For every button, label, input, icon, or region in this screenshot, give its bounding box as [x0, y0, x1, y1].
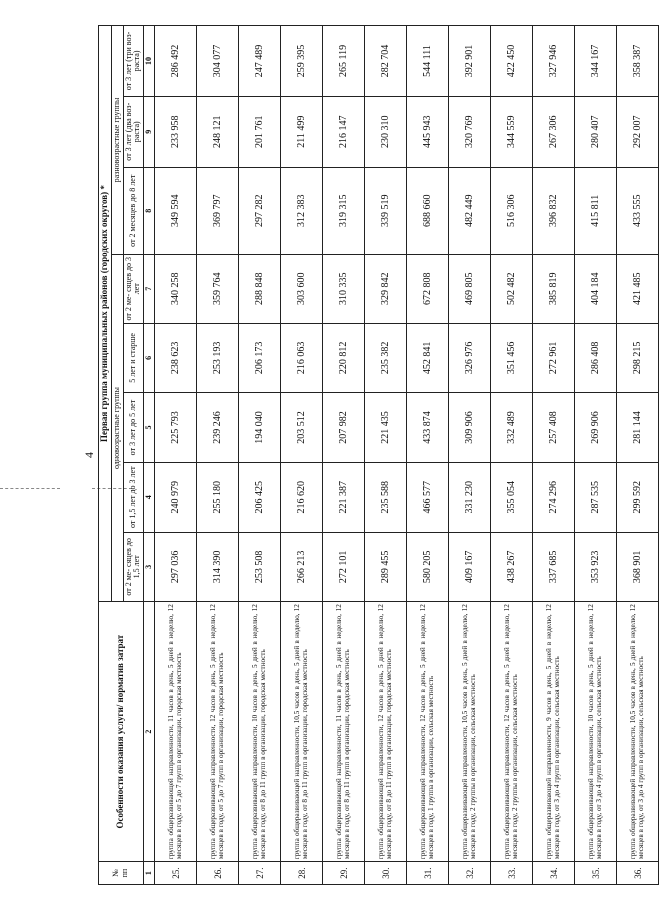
cost-value: 353 923: [575, 532, 617, 602]
row-description: группа общеразвивающей направленности, 10,5 часов в день, 5 дней в неделю, 12 месяцев в году, от 8 до 11 групп в организации, городская местность: [281, 602, 323, 862]
cost-value: 216 063: [281, 323, 323, 393]
cost-value: 415 811: [575, 167, 617, 254]
cost-value: 220 812: [323, 323, 365, 393]
row-number: 30.: [365, 862, 407, 885]
table-row: [323, 26, 365, 885]
cost-value: 337 685: [533, 532, 575, 602]
row-description: группа общеразвивающей направленности, 11 часов в день, 5 дней в неделю, 12 месяцев в году, от 5 до 7 групп в организации, городская местность: [155, 602, 197, 862]
cost-value: 469 805: [449, 254, 491, 323]
cost-value: 369 797: [197, 167, 239, 254]
row-description: группа общеразвивающей направленности, 12 часов в день, 5 дней в неделю, 12 месяцев в году, 1 группа в организации, сельская местность: [407, 602, 449, 862]
row-description: группа общеразвивающей направленности, 10,5 часов в день, 5 дней в неделю, 12 месяцев в году, от 3 до 4 групп в организации, сельская местность: [617, 602, 659, 862]
header-col: 5 лет и старше: [123, 323, 144, 393]
row-description: группа общеразвивающей направленности, 12 часов в день, 5 дней в неделю, 12 месяцев в году, от 8 до 11 групп в организации, городская местность: [365, 602, 407, 862]
cost-value: 292 007: [617, 96, 659, 167]
cost-value: 688 660: [407, 167, 449, 254]
cost-value: 344 167: [575, 26, 617, 97]
cost-value: 253 193: [197, 323, 239, 393]
table-body: [155, 26, 659, 885]
cost-value: 286 408: [575, 323, 617, 393]
cost-value: 359 764: [197, 254, 239, 323]
cost-value: 304 077: [197, 26, 239, 97]
cost-value: 452 841: [407, 323, 449, 393]
cost-value: 297 282: [239, 167, 281, 254]
row-number: 35.: [575, 862, 617, 885]
cost-value: 438 267: [491, 532, 533, 602]
cost-value: 221 387: [323, 462, 365, 532]
cost-value: 225 793: [155, 393, 197, 463]
cost-value: 421 485: [617, 254, 659, 323]
cost-value: 433 555: [617, 167, 659, 254]
cost-value: 409 167: [449, 532, 491, 602]
row-number: 27.: [239, 862, 281, 885]
rotated-page: [80, 25, 645, 885]
cost-value: 385 819: [533, 254, 575, 323]
row-number: 26.: [197, 862, 239, 885]
col-number: 5: [144, 393, 155, 463]
col-number: 4: [144, 462, 155, 532]
cost-value: 312 383: [281, 167, 323, 254]
header-col: от 2 ме- сяцев до 3 лет: [123, 254, 144, 323]
row-number: 31.: [407, 862, 449, 885]
cost-value: 201 761: [239, 96, 281, 167]
cost-value: 253 508: [239, 532, 281, 602]
table-row: [197, 26, 239, 885]
cost-value: 516 306: [491, 167, 533, 254]
col-number: 9: [144, 96, 155, 167]
cost-value: 326 976: [449, 323, 491, 393]
cost-value: 309 906: [449, 393, 491, 463]
cost-value: 267 306: [533, 96, 575, 167]
cost-value: 257 408: [533, 393, 575, 463]
cost-value: 445 943: [407, 96, 449, 167]
row-description: группа общеразвивающей направленности, 12 часов в день, 5 дней в неделю, 12 месяцев в году, от 5 до 7 групп в организации, городская местность: [197, 602, 239, 862]
cost-value: 203 512: [281, 393, 323, 463]
row-number: 28.: [281, 862, 323, 885]
cut-line-mark: [0, 488, 60, 489]
col-number: 2: [144, 602, 155, 862]
col-number: 1: [144, 862, 155, 885]
header-col: от 3 лет (два воз- раста): [123, 96, 144, 167]
cost-value: 248 121: [197, 96, 239, 167]
table-row: [533, 26, 575, 885]
header-same-age: одновозрастные группы: [111, 254, 123, 601]
header-service: Особенности оказания услуги/ норматив затрат: [99, 602, 144, 862]
cost-value: 255 180: [197, 462, 239, 532]
cost-value: 303 600: [281, 254, 323, 323]
cost-value: 230 310: [365, 96, 407, 167]
cost-value: 355 054: [491, 462, 533, 532]
cost-value: 339 519: [365, 167, 407, 254]
cost-value: 466 577: [407, 462, 449, 532]
table-row: [155, 26, 197, 885]
table-row: [239, 26, 281, 885]
page-number: 4: [82, 452, 96, 458]
row-description: группа общеразвивающей направленности, 9 часов в день, 5 дней в неделю, 12 месяцев в году, от 3 до 4 групп в организации, сельская местность: [533, 602, 575, 862]
cost-value: 433 874: [407, 393, 449, 463]
cost-value: 310 335: [323, 254, 365, 323]
header-group-title: Первая группа муниципальных районов (городских округов) *: [99, 26, 112, 602]
row-description: группа общеразвивающей направленности, 10,5 часов в день, 5 дней в неделю, 12 месяцев в году, 2 группы в организации, сельская местность: [449, 602, 491, 862]
table-row: [407, 26, 449, 885]
header-col: от 2 ме- сяцев до 1,5 лет: [123, 532, 144, 602]
row-description: группа общеразвивающей направленности, 12 часов в день, 5 дней в неделю, 12 месяцев в году, 2 группы в организации, сельская местность: [491, 602, 533, 862]
col-number: 10: [144, 26, 155, 97]
cost-value: 368 901: [617, 532, 659, 602]
cost-value: 233 958: [155, 96, 197, 167]
cost-value: 404 184: [575, 254, 617, 323]
row-number: 32.: [449, 862, 491, 885]
table-row: [365, 26, 407, 885]
cost-value: 544 111: [407, 26, 449, 97]
cost-value: 320 769: [449, 96, 491, 167]
header-pp: № пп: [99, 862, 144, 885]
cost-value: 358 387: [617, 26, 659, 97]
cost-value: 259 395: [281, 26, 323, 97]
cost-value: 272 101: [323, 532, 365, 602]
cost-value: 207 982: [323, 393, 365, 463]
cost-value: 235 588: [365, 462, 407, 532]
cost-value: 274 296: [533, 462, 575, 532]
cost-value: 265 119: [323, 26, 365, 97]
cost-norms-table: [98, 25, 659, 885]
cost-value: 331 230: [449, 462, 491, 532]
cost-value: 280 407: [575, 96, 617, 167]
table-row: [449, 26, 491, 885]
table-row: [617, 26, 659, 885]
cost-value: 580 205: [407, 532, 449, 602]
cost-value: 239 246: [197, 393, 239, 463]
cost-value: 288 848: [239, 254, 281, 323]
cost-value: 287 535: [575, 462, 617, 532]
cost-value: 286 492: [155, 26, 197, 97]
cost-value: 351 456: [491, 323, 533, 393]
cost-value: 240 979: [155, 462, 197, 532]
row-number: 36.: [617, 862, 659, 885]
table-row: [281, 26, 323, 885]
cost-value: 344 559: [491, 96, 533, 167]
cost-value: 194 040: [239, 393, 281, 463]
col-number: 3: [144, 532, 155, 602]
cost-value: 216 620: [281, 462, 323, 532]
cost-value: 340 258: [155, 254, 197, 323]
cost-value: 281 144: [617, 393, 659, 463]
row-number: 29.: [323, 862, 365, 885]
cost-value: 349 594: [155, 167, 197, 254]
cost-value: 211 499: [281, 96, 323, 167]
col-number: 7: [144, 254, 155, 323]
cost-value: 238 623: [155, 323, 197, 393]
cost-value: 269 906: [575, 393, 617, 463]
row-description: группа общеразвивающей направленности, 10 часов в день, 5 дней в неделю, 12 месяцев в году, от 3 до 4 групп в организации, сельская местность: [575, 602, 617, 862]
header-col: от 2 месяцев до 8 лет: [123, 167, 144, 254]
cost-value: 298 215: [617, 323, 659, 393]
cost-value: 206 173: [239, 323, 281, 393]
cost-value: 266 213: [281, 532, 323, 602]
header-col: от 1,5 лет до 3 лет: [123, 462, 144, 532]
cost-value: 235 382: [365, 323, 407, 393]
row-number: 33.: [491, 862, 533, 885]
cost-value: 221 435: [365, 393, 407, 463]
cost-value: 392 901: [449, 26, 491, 97]
header-col: от 3 лет до 5 лет: [123, 393, 144, 463]
cost-value: 272 961: [533, 323, 575, 393]
header-mixed-age: разновозрастные группы: [111, 26, 123, 255]
cost-value: 332 489: [491, 393, 533, 463]
cost-value: 396 832: [533, 167, 575, 254]
cost-value: 327 946: [533, 26, 575, 97]
cost-value: 216 147: [323, 96, 365, 167]
table-row: [491, 26, 533, 885]
col-number: 6: [144, 323, 155, 393]
table-row: [575, 26, 617, 885]
cost-value: 299 592: [617, 462, 659, 532]
cost-value: 422 450: [491, 26, 533, 97]
cost-value: 672 808: [407, 254, 449, 323]
cost-value: 289 455: [365, 532, 407, 602]
col-number: 8: [144, 167, 155, 254]
header-col: от 3 лет (три воз- раста): [123, 26, 144, 97]
row-description: группа общеразвивающей направленности, 11 часов в день, 5 дней в неделю, 12 месяцев в году, от 8 до 11 групп в организации, городская местность: [323, 602, 365, 862]
cost-value: 282 704: [365, 26, 407, 97]
cost-value: 206 425: [239, 462, 281, 532]
cost-value: 482 449: [449, 167, 491, 254]
cost-value: 297 036: [155, 532, 197, 602]
cost-value: 314 390: [197, 532, 239, 602]
row-number: 25.: [155, 862, 197, 885]
cost-value: 319 315: [323, 167, 365, 254]
cost-value: 502 482: [491, 254, 533, 323]
row-description: группа общеразвивающей направленности, 10 часов в день, 5 дней в неделю, 12 месяцев в году, от 8 до 11 групп в организации, городская местность: [239, 602, 281, 862]
cost-value: 247 489: [239, 26, 281, 97]
cost-value: 329 842: [365, 254, 407, 323]
row-number: 34.: [533, 862, 575, 885]
